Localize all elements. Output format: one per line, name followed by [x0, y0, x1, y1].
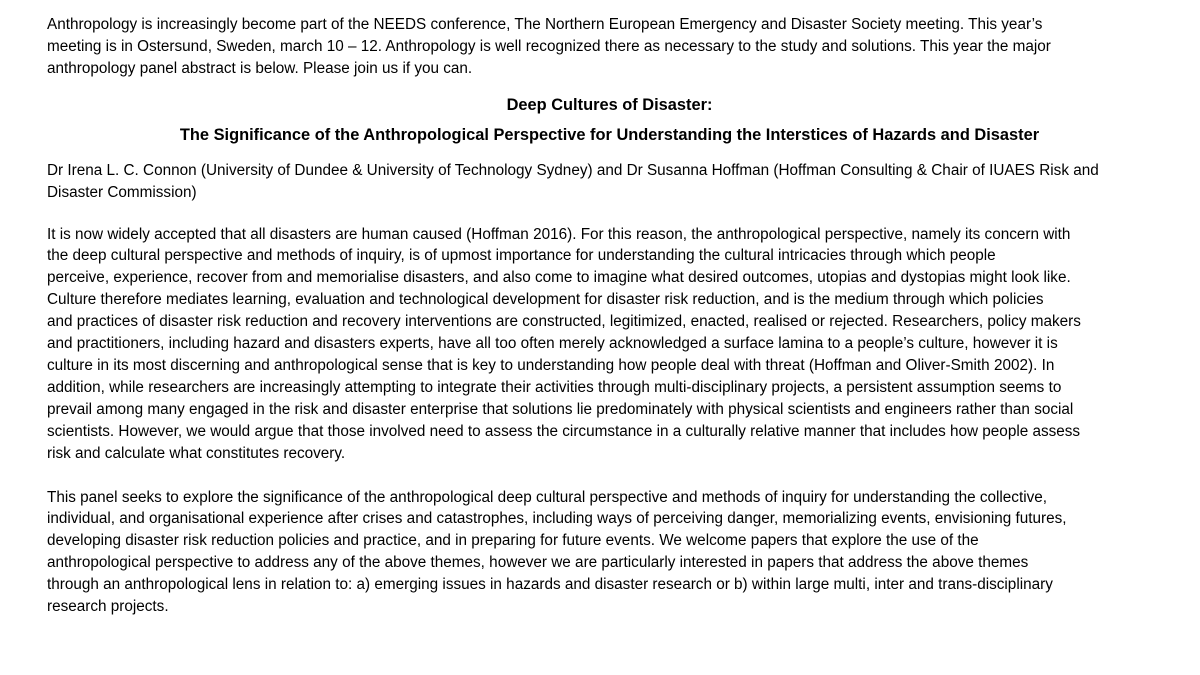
- abstract-line: the deep cultural perspective and methods of inquiry, is of upmost importance for understanding the cultural intricacies through which people: [47, 247, 996, 265]
- abstract-line: developing disaster risk reduction policies and practice, and in preparing for future events. We welcome papers that explore the use of the: [47, 532, 979, 550]
- panel-subtitle: The Significance of the Anthropological Perspective for Understanding the Interstices of Hazards and Disaster: [179, 125, 1040, 144]
- abstract-line: It is now widely accepted that all disasters are human caused (Hoffman 2016). For this reason, the anthropological perspective, namely its concern with: [47, 225, 1071, 243]
- document-page: [47, 14, 1172, 618]
- intro-line: anthropology panel abstract is below. Please join us if you can.: [47, 59, 473, 77]
- authors-line: Dr Irena L. C. Connon (University of Dundee & University of Technology Sydney) and Dr Susanna Hoffman (Hoffman Consulting & Chair of IUAES Risk and: [47, 161, 1099, 179]
- abstract-line: and practitioners, including hazard and disasters experts, have all too often merely acknowledged a surface lamina to a people’s culture, however it is: [47, 335, 1058, 353]
- abstract-line: This panel seeks to explore the significance of the anthropological deep cultural perspective and methods of inquiry for understanding the collective,: [47, 488, 1047, 506]
- abstract-line: addition, while researchers are increasingly attempting to integrate their activities through multi-disciplinary projects, a persistent assumption seems to: [47, 378, 1062, 396]
- abstract-line: and practices of disaster risk reduction and recovery interventions are constructed, legitimized, enacted, realised or rejected. Researchers, policy makers: [47, 313, 1081, 331]
- panel-title-block: [47, 90, 1172, 150]
- authors-paragraph: [47, 160, 1172, 204]
- intro-paragraph: [47, 14, 1172, 80]
- authors-line: Disaster Commission): [47, 183, 197, 201]
- intro-line: meeting is in Ostersund, Sweden, march 10 – 12. Anthropology is well recognized there as necessary to the study and solutions. This year the major: [47, 37, 1051, 55]
- panel-title: Deep Cultures of Disaster:: [506, 95, 713, 114]
- abstract-line: prevail among many engaged in the risk and disaster enterprise that solutions lie predominately with physical scientists and engineers rather than social: [47, 400, 1074, 418]
- intro-line: Anthropology is increasingly become part of the NEEDS conference, The Northern European Emergency and Disaster Society meeting. This year’s: [47, 16, 1043, 33]
- abstract-paragraph-2: [47, 487, 1172, 618]
- abstract-line: risk and calculate what constitutes recovery.: [47, 444, 346, 462]
- abstract-line: Culture therefore mediates learning, evaluation and technological development for disaster risk reduction, and is the medium through which policies: [47, 291, 1044, 309]
- abstract-line: anthropological perspective to address any of the above themes, however we are particularly interested in papers that address the above themes: [47, 554, 1029, 572]
- abstract-line: individual, and organisational experience after crises and catastrophes, including ways of perceiving danger, memorializing events, envisioning futures,: [47, 510, 1067, 528]
- abstract-line: perceive, experience, recover from and memorialise disasters, and also come to imagine what desired outcomes, utopias and dystopias might look like.: [47, 269, 1071, 287]
- abstract-line: research projects.: [47, 598, 169, 616]
- abstract-paragraph-1: [47, 224, 1172, 465]
- abstract-line: scientists. However, we would argue that those involved need to assess the circumstance in a culturally relative manner that includes how people assess: [47, 422, 1081, 440]
- abstract-line: through an anthropological lens in relation to: a) emerging issues in hazards and disaster research or b) within large multi, inter and trans-disciplinary: [47, 576, 1053, 594]
- abstract-line: culture in its most discerning and anthropological sense that is key to understanding how people deal with threat (Hoffman and Oliver-Smith 2002). In: [47, 356, 1055, 374]
